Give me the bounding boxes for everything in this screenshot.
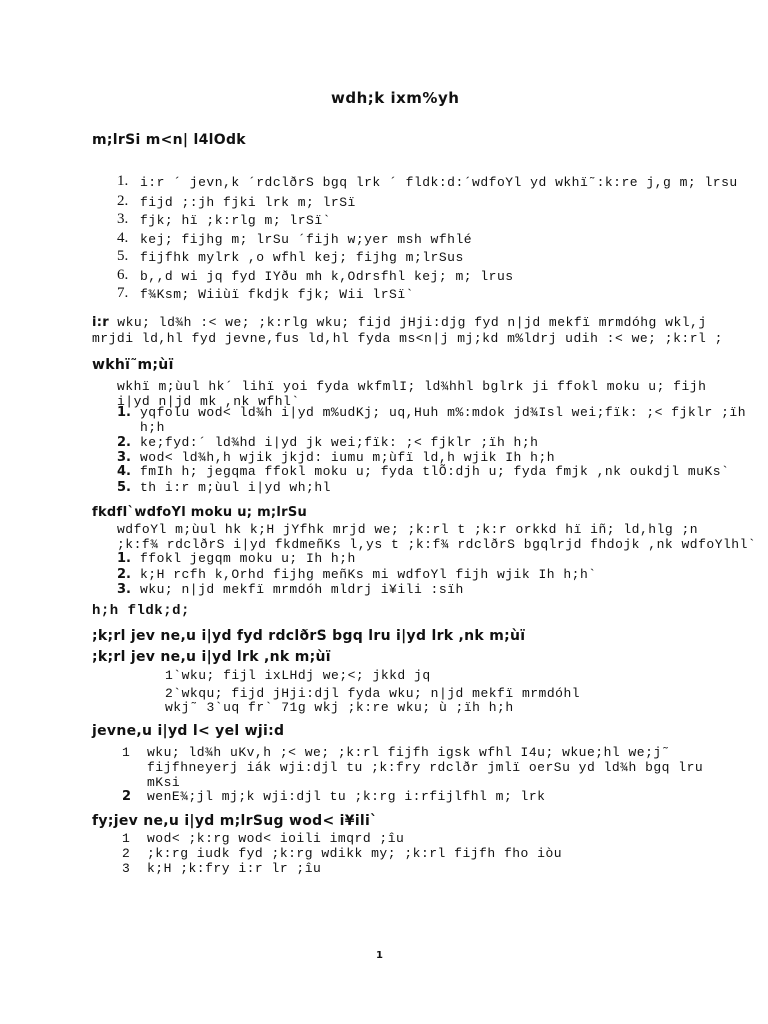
list-item: fmIh h; jegqma ffokl moku u; fyda tlÕ:djh u; fyda fmjk ,nk oukdjl muKs`	[140, 464, 730, 479]
list-item: wku; n|jd mekfï mrmdóh mldrj i¥ili :sïh	[140, 582, 464, 597]
section-heading-assignment: wkhï˜m;ùï	[92, 357, 174, 373]
condition-line: wkj˜ 3`uq fr` 71g wkj ;k:re wku; ù ;ïh h;h	[165, 700, 514, 715]
list-item: wod< ;k:rg wod< ioili imqrd ;îu	[147, 831, 405, 846]
list-item: wku; ld¾h uKv,h ;< we; ;k:rl fijfh igsk wfhl I4u; wkue;hl we;j˜	[147, 745, 670, 760]
list-item: k;H rcfh k,Orhd fijhg meñKs mi wdfoYl fijh wjik Ih h;h`	[140, 567, 597, 582]
list-number: 3	[122, 861, 131, 876]
list-item: f¾Ksm; Wiiùï fkdjk fjk; Wii lrSï`	[140, 287, 414, 302]
paragraph-line: wkhï m;ùul hk´ lihï yoi fyda wkfmlI; ld¾hhl bglrk ji ffokl moku u; fijh	[117, 379, 707, 394]
paragraph-line: i|yd n|jd mk ,nk wfhl`	[117, 394, 300, 409]
list-item: wenE¾;jl mj;k wji:djl tu ;k:rg i:rfijlfhl m; lrk	[147, 789, 546, 804]
list-number: 3.	[117, 582, 131, 597]
list-number: 3.	[117, 211, 129, 227]
list-item-continued: mKsi	[147, 775, 181, 790]
list-item: fijd ;:jh fjki lrk m; lrSï	[140, 195, 356, 210]
intro-line: wku; ld¾h :< we; ;k:rlg wku; fijd jHji:djg fyd n|jd mekfï mrmdóhg wkl,j	[108, 315, 707, 330]
list-item: wod< ld¾h,h wjik jkjd: iumu m;ùfï ld,h wjik Ih h;h	[140, 450, 556, 465]
section-heading-directive: fkdfI`wdfoYl moku u; m;lrSu	[92, 505, 308, 520]
list-item: ffokl jegqm moku u; Ih h;h	[140, 551, 356, 566]
intro-line: mrjdi ld,hl fyd jevne,fus ld,hl fyda ms<n|j mj;kd m%ldrj udih :< we; ;k:rl ;	[92, 331, 723, 346]
section-heading-possibilities: jevne,u i|yd l< yel wji:d	[92, 723, 285, 739]
intro-lead-term: i:r	[92, 315, 109, 330]
list-item-continued: fijfhneyerj iák wji:djl tu ;k:fry rdclðr jmlï oerSu yd ld¾h bgq lru	[147, 760, 704, 775]
list-number: 2	[122, 846, 131, 861]
subheading: h;h fldk;d;	[92, 603, 190, 619]
list-item: ;k:rg iudk fyd ;k:rg wdikk my; ;k:rl fijfh fho iòu	[147, 846, 563, 861]
list-number: 4.	[117, 464, 131, 479]
section-heading-documents: fy;jev ne,u i|yd m;lrSug wod< i¥ili`	[92, 813, 378, 829]
list-number: 5.	[117, 248, 129, 264]
section-heading-work-arrangement-sub: ;k;rl jev ne,u i|yd lrk ,nk m;ùï	[92, 649, 331, 665]
list-item: fijfhk mylrk ,o wfhl kej; fijhg m;lrSus	[140, 250, 464, 265]
list-number: 1	[122, 831, 131, 846]
list-item: b,,d wi jq fyd IYðu mh k,Odrsfhl kej; m; lrus	[140, 269, 514, 284]
list-number: 2.	[117, 567, 131, 582]
condition-line: 2`wkqu; fijd jHji:djl fyda wku; n|jd mekfï mrmdóhl	[165, 686, 581, 701]
page-number: 1	[376, 950, 383, 961]
list-number: 5.	[117, 480, 131, 495]
list-number: 1.	[117, 551, 131, 566]
list-number: 2.	[117, 435, 131, 450]
list-number: 4.	[117, 230, 129, 246]
list-number: 6.	[117, 267, 129, 283]
list-item: fjk; hï ;k:rlg m; lrSï`	[140, 213, 331, 228]
list-number: 2.	[117, 193, 129, 209]
list-item: ke;fyd:´ ld¾hd i|yd jk wei;fïk: ;< fjklr ;ïh h;h	[140, 435, 539, 450]
list-item-continued: h;h	[140, 420, 165, 435]
list-item: k;H ;k:fry i:r lr ;îu	[147, 861, 322, 876]
document-title: wdh;k ixm%yh	[331, 89, 460, 107]
list-number: 2	[122, 789, 132, 804]
list-item: th i:r m;ùul i|yd wh;hl	[140, 480, 331, 495]
list-item: kej; fijhg m; lrSu ´fijh w;yer msh wfhlé	[140, 232, 473, 247]
paragraph-line: ;k:f¾ rdclðrS i|yd fkdmeñKs l,ys t ;k:f¾ rdclðrS bgqlrjd fhdojk ,nk wdfoYlhl`	[117, 537, 757, 552]
list-number: 1.	[117, 173, 129, 189]
list-item: i:r ´ jevn,k ´rdclðrS bgq lrk ´ fldk:d:´wdfoYl yd wkhï˜:k:re j,g m; lrsu	[140, 175, 738, 190]
list-number: 7.	[117, 285, 129, 301]
condition-line: 1`wku; fijl ixLHdj we;<; jkkd jq	[165, 668, 431, 683]
list-number: 1.	[117, 405, 131, 420]
list-number: 3.	[117, 450, 131, 465]
list-item: yqfolu wod< ld¾h i|yd m%udKj; uq,Huh m%:mdok jd¾Isl wei;fïk: ;< fjklr ;ïh	[140, 405, 746, 420]
paragraph-line: wdfoYl m;ùul hk k;H jYfhk mrjd we; ;k:rl t ;k:r orkkd hï iñ; ld,hlg ;n	[117, 522, 699, 537]
section-heading-transfer-types: m;lrSi m<n| l4lOdk	[92, 132, 246, 148]
list-number: 1	[122, 745, 131, 760]
section-heading-work-arrangement: ;k;rl jev ne,u i|yd fyd rdclðrS bgq lru i|yd lrk ,nk m;ùï	[92, 628, 526, 644]
